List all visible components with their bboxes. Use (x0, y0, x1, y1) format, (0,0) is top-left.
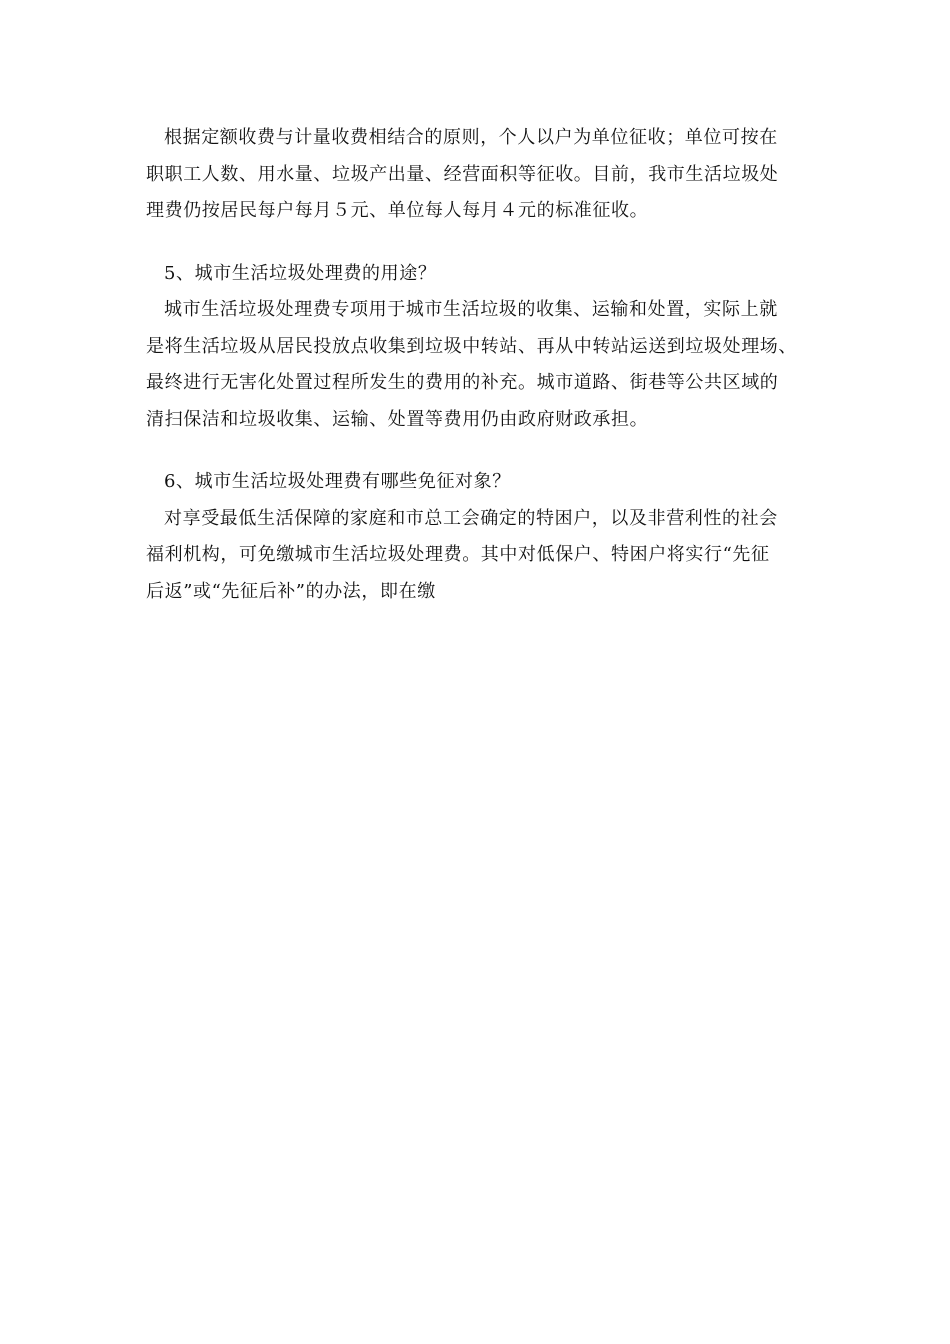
section-heading-q5: 5、城市生活垃圾处理费的用途？ (164, 262, 437, 284)
document-body (146, 120, 816, 610)
text-line: 对享受最低生活保障的家庭和市总工会确定的特困户，以及非营利性的社会 (164, 507, 778, 529)
text-line: 福利机构，可免缴城市生活垃圾处理费。其中对低保户、特困户将实行“先征 (146, 544, 770, 565)
text-line: 是将生活垃圾从居民投放点收集到垃圾中转站、再从中转站运送到垃圾处理场、 (146, 335, 797, 357)
paragraph-fee-collection (146, 120, 816, 230)
text-line: 后返”或“先征后补”的办法，即在缴 (146, 580, 436, 602)
text-line: 城市生活垃圾处理费专项用于城市生活垃圾的收集、运输和处置，实际上就 (164, 299, 778, 320)
text-line: 最终进行无害化处置过程所发生的费用的补充。城市道路、街巷等公共区域的 (146, 372, 779, 393)
paragraph-gap (146, 438, 816, 464)
text-line: 理费仍按居民每户每月５元、单位每人每月４元的标准征收。 (146, 200, 649, 221)
paragraph-gap (146, 230, 816, 256)
section-heading-q6: 6、城市生活垃圾处理费有哪些免征对象？ (164, 471, 511, 492)
text-line: 根据定额收费与计量收费相结合的原则，个人以户为单位征收；单位可按在 (164, 127, 778, 148)
text-line: 职职工人数、用水量、垃圾产出量、经营面积等征收。目前，我市生活垃圾处 (146, 163, 779, 185)
section-q5 (146, 256, 816, 439)
section-q6 (146, 464, 816, 610)
text-line: 清扫保洁和垃圾收集、运输、处置等费用仍由政府财政承担。 (146, 408, 649, 430)
